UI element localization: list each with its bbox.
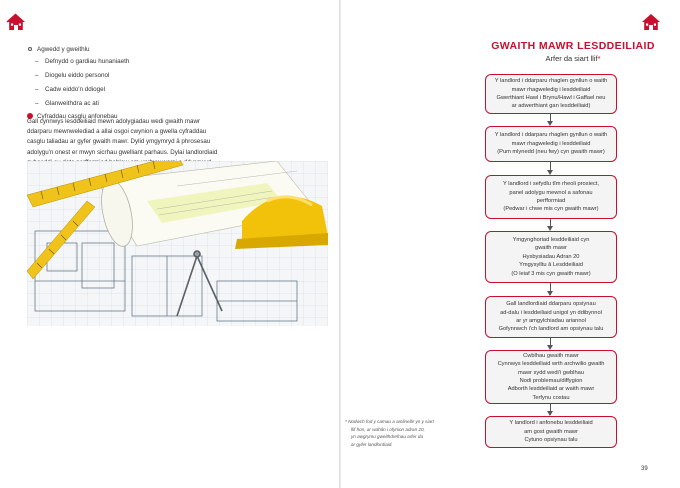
flow-step-line: Gofynnwch i'ch landlord am opsiynau talu bbox=[498, 326, 604, 333]
flow-arrow-icon bbox=[546, 404, 556, 416]
list-subitem-label: Cadw eiddo'n ddiogel bbox=[45, 86, 106, 93]
paragraph-line: Gall cynnwys lesddeiliaid mewn adolygiadau wedi gwaith mawr bbox=[27, 118, 200, 125]
list-subitem bbox=[27, 55, 327, 69]
list-item-label: Agwedd y gweithlu bbox=[37, 46, 90, 53]
list-item bbox=[27, 44, 327, 55]
flow-step-line: Y landlord i ddarparu rhaglen gynllun o waith bbox=[494, 132, 608, 139]
flow-step-box bbox=[485, 416, 617, 448]
flow-step-line: Ymgysylltu â Lesddeiliaid bbox=[519, 262, 583, 269]
flow-step-line: mawr sydd wedi'i gwblhau bbox=[518, 369, 584, 376]
paragraph-line: casglu taliadau ar gyfer gwaith mawr. Dylid ymgymryd â phrosesau bbox=[27, 138, 211, 146]
flow-step-line: am gost gwaith mawr bbox=[524, 428, 578, 435]
construction-plans-photo bbox=[27, 161, 328, 326]
flow-step-line: Cwblhau gwaith mawr bbox=[523, 352, 579, 359]
list-subitem-label: Diogelu eiddo personol bbox=[45, 72, 110, 79]
page-number: 39 bbox=[641, 466, 648, 472]
flow-arrow-icon bbox=[546, 338, 556, 350]
flow-arrow-icon bbox=[546, 283, 556, 296]
flow-step-box bbox=[485, 296, 617, 338]
flow-step-line: mawr rhagweledig i lesddeiliaid bbox=[511, 140, 591, 147]
dash-icon: – bbox=[35, 100, 39, 107]
page-title: GWAITH MAWR LESDDEILIAID bbox=[491, 40, 655, 52]
footnote-line: ar gyfer landlordiaid. bbox=[351, 441, 393, 447]
flow-step-line: perfformiad bbox=[536, 198, 566, 204]
flow-step-box bbox=[485, 231, 617, 283]
flow-step-line: gwaith mawr bbox=[535, 245, 567, 252]
subtitle-text: Arfer da siart llif bbox=[545, 54, 598, 63]
flow-step-box bbox=[485, 126, 617, 162]
page-gutter bbox=[339, 0, 341, 488]
flow-step-line: mawr rhagweledig i lesddeiliaid bbox=[511, 86, 591, 93]
dash-icon: – bbox=[35, 72, 39, 79]
bullet-circle-icon bbox=[28, 47, 32, 51]
home-icon[interactable] bbox=[641, 13, 661, 31]
flow-step-line: Terfynu costau bbox=[532, 394, 570, 401]
flow-step-line: ar yr amgylchiadau ariannol bbox=[516, 318, 586, 324]
flow-step-box bbox=[485, 74, 617, 114]
flow-step-line: panel adolygu mewnol a safonau bbox=[509, 189, 593, 196]
flow-arrow-icon bbox=[546, 114, 556, 126]
list-subitem-label: Defnydd o gardiau hunaniaeth bbox=[45, 58, 130, 65]
flow-step-line: Hysbysiadau Adran 20 bbox=[522, 253, 580, 260]
flow-step-line: Adborth lesddeiliaid ar waith mawr bbox=[507, 386, 595, 393]
paragraph-line: adolygu'n onest er mwyn sicrhau gwelliant parhaus. Dylai landlordiaid bbox=[27, 148, 218, 156]
flow-step-line: ad-dalu i lesddeiliaid unigol yn ddibynnol bbox=[500, 309, 602, 316]
flow-step-line: Gall landlordiaid ddarparu opsiynau bbox=[506, 301, 596, 308]
flow-step-line: Cynnwys lesddeiliaid wrth archwilio gwaith bbox=[497, 361, 605, 368]
list-item-label: Cyfraddau casglu anfonebau bbox=[37, 113, 118, 120]
list-subitem-label: Glanweithdra ac ati bbox=[45, 100, 99, 107]
flow-step-box bbox=[485, 175, 617, 219]
footnote-line: llif hon, ar wahân i ofynion adran 20, bbox=[351, 426, 425, 432]
list-subitem bbox=[27, 97, 327, 111]
flow-arrow-icon bbox=[546, 219, 556, 231]
flow-step-line: Y landlord i anfonebu lesddeiliaid bbox=[509, 420, 593, 427]
dash-icon: – bbox=[35, 58, 39, 65]
paragraph-line: ddarparu mewnwelediad a allai osgoi cwynion a gwella cyfraddau bbox=[27, 128, 207, 136]
footnote bbox=[345, 418, 475, 448]
flow-step-line: Y landlord i ddarparu rhaglen gynllun o waith bbox=[494, 78, 608, 85]
page-subtitle bbox=[483, 54, 663, 63]
footnote-line: * Nodwch fod y camau a amlinellir yn y siart bbox=[345, 419, 434, 424]
flow-step-line: ar adwerthiant gan lesddeiliaid) bbox=[511, 103, 591, 110]
flow-step-line: (O leiaf 3 mis cyn gwaith mawr) bbox=[511, 270, 591, 277]
list-subitem bbox=[27, 83, 327, 97]
flow-step-line: (Pum mlynedd (neu fwy) cyn gwaith mawr) bbox=[497, 149, 605, 156]
flow-step-line: Y landlord i sefydlu tîm rheoli prosiect, bbox=[503, 181, 599, 188]
footnote-line: yn awgrymu gweithdrefnau arfer da bbox=[351, 434, 424, 440]
list-subitem bbox=[27, 69, 327, 83]
flow-arrow-icon bbox=[546, 162, 556, 175]
flow-step-line: Cytuno opsiynau talu bbox=[524, 437, 578, 444]
subtitle-asterisk: * bbox=[597, 54, 601, 63]
flow-step-line: (Pedwar i chwe mis cyn gwaith mawr) bbox=[503, 206, 599, 213]
home-icon[interactable] bbox=[6, 13, 26, 31]
flow-step-line: Gwerthiant Hawl i Brynu/Hawl i Gaffael neu bbox=[496, 95, 606, 101]
flow-step-line: Nodi problemau/diffygion bbox=[519, 378, 583, 384]
flow-step-box bbox=[485, 350, 617, 404]
dash-icon: – bbox=[35, 86, 39, 93]
flow-step-line: Ymgynghoriad lesddeiliaid cyn bbox=[512, 236, 590, 243]
left-bullet-list bbox=[27, 44, 327, 122]
